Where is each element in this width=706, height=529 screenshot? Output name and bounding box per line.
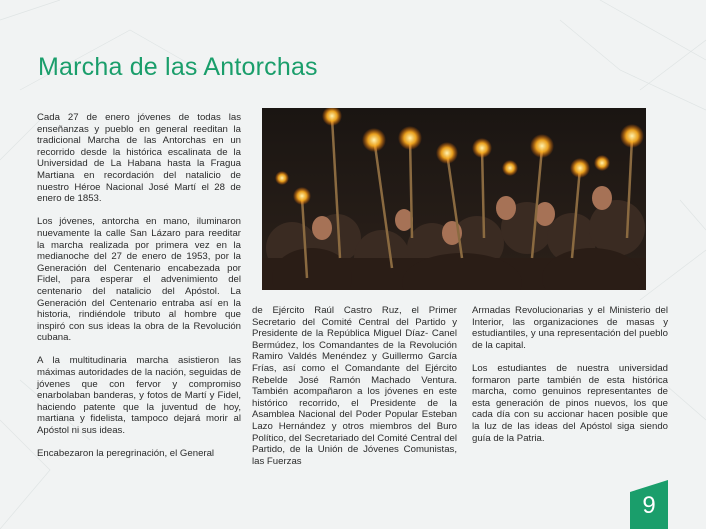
paragraph-leaders-start: Encabezaron la peregrinación, el General: [37, 448, 215, 460]
torch-march-photo: [262, 108, 646, 290]
paragraph-intro: Cada 27 de enero jóvenes de todas las enseñanzas y pueblo en general reeditan la tradicional Marcha de las Antorchas en un recorrido desde la histórica escalinata de la Universidad de La Habana hasta la Fragua Martiana en recordación del natalicio de nuestro Héroe Nacional José Martí el 28 de enero de 1853.: [37, 112, 241, 205]
page-number: 9: [642, 492, 656, 519]
text-column-3: [472, 305, 668, 456]
paragraph-leaders-end: Armadas Revolucionarias y el Ministerio del Interior, las organizaciones de masas y estudiantiles, y una representación del pueblo de la capital.: [472, 305, 668, 351]
paragraph-students: Los estudiantes de nuestra universidad formaron parte también de esta histórica marcha, como genuinos representantes de esta generación de pinos nuevos, los que cada día con su accionar hacen posible que la luz de las ideas del Apóstol siga siendo guía de la Patria.: [472, 362, 668, 444]
text-column-1: [37, 112, 241, 460]
paragraph-torches: Los jóvenes, antorcha en mano, iluminaron nuevamente la calle San Lázaro para reeditar la marcha realizada por primera vez en la medianoche del 27 de enero de 1953, por la Generación del Centenario encabezada por Fidel, para esperar el advenimiento del centenario del natalicio del Apóstol. La Generación del Centenario entraba así en la historia, rindiéndole tributo al hombre que inspiró con sus ideas la obra de la Revolución cubana.: [37, 216, 241, 344]
article-title: Marcha de las Antorchas: [38, 52, 318, 81]
paragraph-leaders-cont: de Ejército Raúl Castro Ruz, el Primer Secretario del Comité Central del Partido y Presidente de la República Miguel Díaz- Canel Bermúdez, los Comandantes de la Revolución Ramiro Valdés Menéndez y Guillermo García Frías, así como el Comandante del Ejército Rebelde José Ramón Machado Ventura. También acompañaron a los jóvenes en este histórico recorrido, el Presidente de la Asamblea Nacional del Poder Popular Esteban Lazo Hernández y otros miembros del Buro Político, del Secretariado del Comité Central del Partido, de la Unión de Jóvenes Comunistas, las Fuerzas: [252, 305, 457, 467]
text-column-2: [252, 305, 457, 479]
paragraph-attendees: A la multitudinaria marcha asistieron las máximas autoridades de la nación, seguidas de jóvenes que con fervor y compromiso enarbolaban banderas, y fotos de Martí y Fidel, haciendo patente que la juventud de hoy, martiana y fidelista, tampoco dejará morir al Apóstol ni sus ideas.: [37, 355, 241, 437]
